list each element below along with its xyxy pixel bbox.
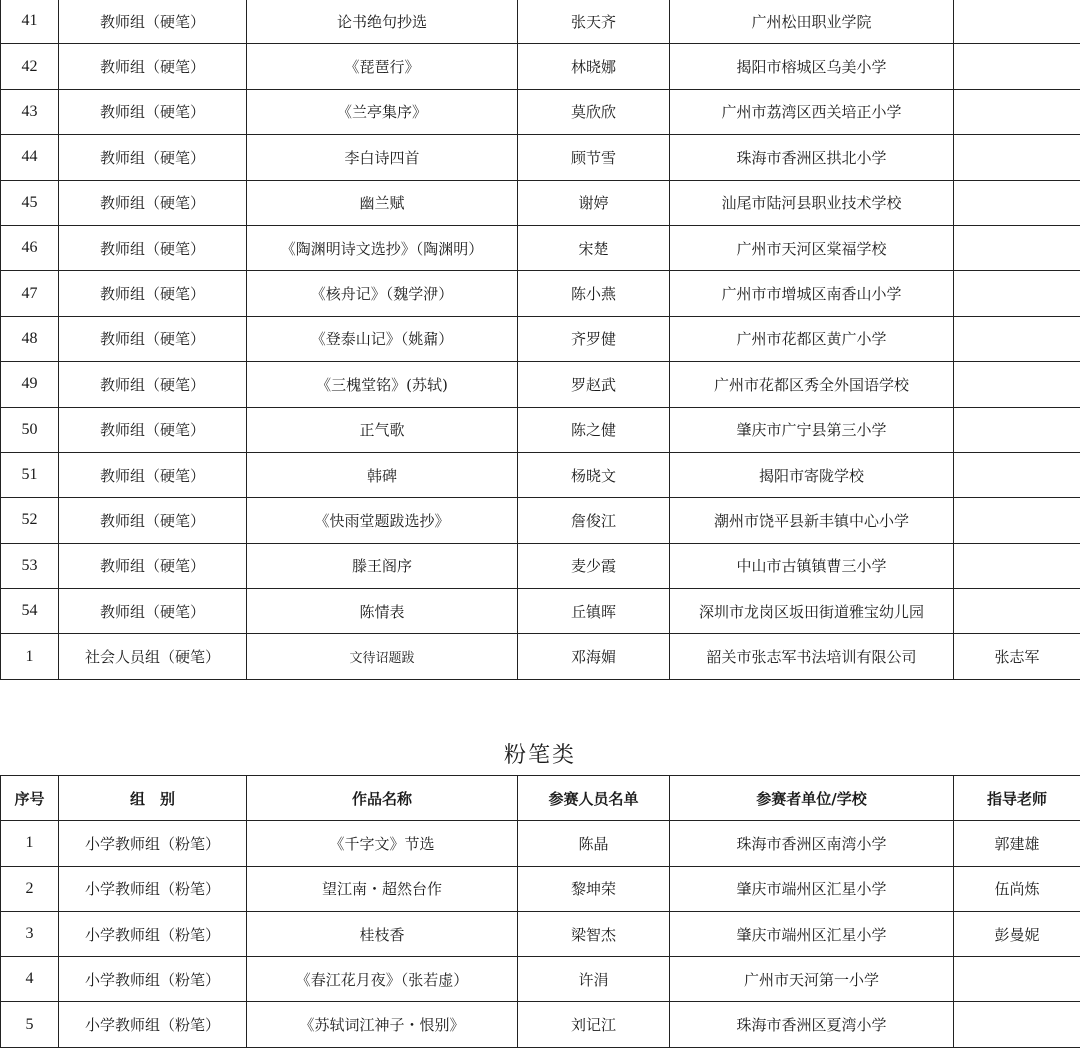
cell-group: 小学教师组（粉笔） xyxy=(59,1002,247,1047)
table-row xyxy=(1,89,1080,134)
cell-teacher xyxy=(954,452,1080,497)
cell-no: 50 xyxy=(1,407,59,452)
cell-name: 邓海媚 xyxy=(518,634,670,679)
cell-group: 教师组（硬笔） xyxy=(59,407,247,452)
cell-name: 齐罗健 xyxy=(518,316,670,361)
cell-work: 《三槐堂铭》(苏轼) xyxy=(247,362,518,407)
cell-name: 陈之健 xyxy=(518,407,670,452)
cell-unit: 韶关市张志军书法培训有限公司 xyxy=(670,634,954,679)
cell-group: 小学教师组（粉笔） xyxy=(59,866,247,911)
cell-unit: 深圳市龙岗区坂田街道雅宝幼儿园 xyxy=(670,589,954,634)
cell-no: 46 xyxy=(1,225,59,270)
cell-teacher: 伍尚炼 xyxy=(954,866,1080,911)
cell-unit: 中山市古镇镇曹三小学 xyxy=(670,543,954,588)
cell-unit: 广州市市增城区南香山小学 xyxy=(670,271,954,316)
chalk-table-body xyxy=(1,821,1080,1047)
cell-name: 梁智杰 xyxy=(518,911,670,956)
cell-no: 54 xyxy=(1,589,59,634)
cell-group: 教师组（硬笔） xyxy=(59,225,247,270)
cell-name: 陈晶 xyxy=(518,821,670,866)
cell-work: 文待诏题跋 xyxy=(247,634,518,679)
cell-work: 桂枝香 xyxy=(247,911,518,956)
cell-teacher xyxy=(954,316,1080,361)
table-row xyxy=(1,180,1080,225)
cell-work: 正气歌 xyxy=(247,407,518,452)
table-row xyxy=(1,1002,1080,1047)
header-group: 组 别 xyxy=(59,776,247,821)
cell-unit: 肇庆市端州区汇星小学 xyxy=(670,866,954,911)
cell-group: 教师组（硬笔） xyxy=(59,89,247,134)
cell-no: 51 xyxy=(1,452,59,497)
cell-work: 《苏轼词江神子・恨别》 xyxy=(247,1002,518,1047)
cell-teacher xyxy=(954,0,1080,44)
cell-work: 《登泰山记》（姚鼐） xyxy=(247,316,518,361)
cell-no: 42 xyxy=(1,44,59,89)
cell-unit: 潮州市饶平县新丰镇中心小学 xyxy=(670,498,954,543)
cell-work: 望江南・超然台作 xyxy=(247,866,518,911)
table-row xyxy=(1,44,1080,89)
cell-name: 罗赵武 xyxy=(518,362,670,407)
table-header-row xyxy=(1,776,1080,821)
cell-no: 4 xyxy=(1,957,59,1002)
cell-teacher xyxy=(954,180,1080,225)
cell-teacher xyxy=(954,407,1080,452)
table-row xyxy=(1,498,1080,543)
cell-group: 教师组（硬笔） xyxy=(59,271,247,316)
cell-work: 《快雨堂题跋选抄》 xyxy=(247,498,518,543)
cell-teacher: 张志军 xyxy=(954,634,1080,679)
cell-name: 刘记江 xyxy=(518,1002,670,1047)
cell-work: 幽兰赋 xyxy=(247,180,518,225)
cell-no: 1 xyxy=(1,634,59,679)
cell-teacher: 郭建雄 xyxy=(954,821,1080,866)
cell-teacher xyxy=(954,44,1080,89)
cell-work: 滕王阁序 xyxy=(247,543,518,588)
cell-teacher xyxy=(954,589,1080,634)
table-row xyxy=(1,866,1080,911)
cell-group: 教师组（硬笔） xyxy=(59,362,247,407)
cell-work: 陈情表 xyxy=(247,589,518,634)
cell-unit: 汕尾市陆河县职业技术学校 xyxy=(670,180,954,225)
cell-name: 杨晓文 xyxy=(518,452,670,497)
cell-name: 麦少霞 xyxy=(518,543,670,588)
cell-work: 《千字文》节选 xyxy=(247,821,518,866)
cell-group: 教师组（硬笔） xyxy=(59,452,247,497)
table-row xyxy=(1,407,1080,452)
cell-teacher xyxy=(954,135,1080,180)
cell-teacher xyxy=(954,89,1080,134)
table-row xyxy=(1,452,1080,497)
table-row xyxy=(1,589,1080,634)
cell-group: 小学教师组（粉笔） xyxy=(59,957,247,1002)
cell-teacher xyxy=(954,957,1080,1002)
cell-work: 《琵琶行》 xyxy=(247,44,518,89)
cell-name: 张天齐 xyxy=(518,0,670,44)
cell-no: 53 xyxy=(1,543,59,588)
cell-group: 教师组（硬笔） xyxy=(59,589,247,634)
header-work: 作品名称 xyxy=(247,776,518,821)
table-row xyxy=(1,957,1080,1002)
cell-unit: 广州市天河第一小学 xyxy=(670,957,954,1002)
table-row xyxy=(1,911,1080,956)
cell-work: 《陶渊明诗文选抄》（陶渊明） xyxy=(247,225,518,270)
cell-teacher xyxy=(954,362,1080,407)
table-row xyxy=(1,634,1080,679)
cell-no: 3 xyxy=(1,911,59,956)
cell-work: 《春江花月夜》（张若虚） xyxy=(247,957,518,1002)
cell-group: 小学教师组（粉笔） xyxy=(59,821,247,866)
header-unit: 参赛者单位/学校 xyxy=(670,776,954,821)
cell-no: 41 xyxy=(1,0,59,44)
cell-unit: 广州松田职业学院 xyxy=(670,0,954,44)
cell-group: 教师组（硬笔） xyxy=(59,498,247,543)
cell-name: 莫欣欣 xyxy=(518,89,670,134)
cell-unit: 广州市天河区棠福学校 xyxy=(670,225,954,270)
table-row xyxy=(1,225,1080,270)
cell-name: 林晓娜 xyxy=(518,44,670,89)
cell-name: 宋楚 xyxy=(518,225,670,270)
cell-group: 教师组（硬笔） xyxy=(59,543,247,588)
cell-group: 小学教师组（粉笔） xyxy=(59,911,247,956)
cell-unit: 珠海市香洲区拱北小学 xyxy=(670,135,954,180)
table-row xyxy=(1,271,1080,316)
cell-group: 教师组（硬笔） xyxy=(59,0,247,44)
cell-name: 丘镇晖 xyxy=(518,589,670,634)
cell-unit: 揭阳市寄陇学校 xyxy=(670,452,954,497)
cell-no: 45 xyxy=(1,180,59,225)
cell-no: 49 xyxy=(1,362,59,407)
cell-group: 教师组（硬笔） xyxy=(59,316,247,361)
cell-work: 韩碑 xyxy=(247,452,518,497)
cell-no: 44 xyxy=(1,135,59,180)
cell-name: 顾节雪 xyxy=(518,135,670,180)
cell-no: 5 xyxy=(1,1002,59,1047)
chalk-results-table xyxy=(0,775,1080,1048)
header-no: 序号 xyxy=(1,776,59,821)
cell-no: 43 xyxy=(1,89,59,134)
cell-group: 教师组（硬笔） xyxy=(59,180,247,225)
cell-no: 52 xyxy=(1,498,59,543)
cell-work: 李白诗四首 xyxy=(247,135,518,180)
cell-unit: 肇庆市端州区汇星小学 xyxy=(670,911,954,956)
hard-pen-table-body xyxy=(1,0,1080,679)
cell-name: 许涓 xyxy=(518,957,670,1002)
cell-unit: 广州市花都区黄广小学 xyxy=(670,316,954,361)
header-name: 参赛人员名单 xyxy=(518,776,670,821)
section-title: 粉笔类 xyxy=(503,743,576,768)
cell-no: 2 xyxy=(1,866,59,911)
cell-work: 《兰亭集序》 xyxy=(247,89,518,134)
cell-unit: 肇庆市广宁县第三小学 xyxy=(670,407,954,452)
cell-no: 1 xyxy=(1,821,59,866)
cell-work: 论书绝句抄选 xyxy=(247,0,518,44)
cell-unit: 揭阳市榕城区乌美小学 xyxy=(670,44,954,89)
header-teacher: 指导老师 xyxy=(954,776,1080,821)
cell-no: 48 xyxy=(1,316,59,361)
table-row xyxy=(1,316,1080,361)
cell-unit: 珠海市香洲区夏湾小学 xyxy=(670,1002,954,1047)
cell-unit: 广州市花都区秀全外国语学校 xyxy=(670,362,954,407)
cell-name: 谢婷 xyxy=(518,180,670,225)
cell-work: 《核舟记》（魏学洢） xyxy=(247,271,518,316)
table-row xyxy=(1,0,1080,44)
cell-teacher xyxy=(954,543,1080,588)
cell-no: 47 xyxy=(1,271,59,316)
cell-teacher xyxy=(954,271,1080,316)
cell-group: 教师组（硬笔） xyxy=(59,44,247,89)
cell-unit: 广州市荔湾区西关培正小学 xyxy=(670,89,954,134)
cell-name: 陈小燕 xyxy=(518,271,670,316)
cell-group: 社会人员组（硬笔） xyxy=(59,634,247,679)
cell-teacher xyxy=(954,225,1080,270)
cell-teacher xyxy=(954,1002,1080,1047)
table-row xyxy=(1,543,1080,588)
cell-name: 黎坤荣 xyxy=(518,866,670,911)
table-row xyxy=(1,821,1080,866)
cell-teacher xyxy=(954,498,1080,543)
cell-name: 詹俊江 xyxy=(518,498,670,543)
table-row xyxy=(1,362,1080,407)
cell-unit: 珠海市香洲区南湾小学 xyxy=(670,821,954,866)
cell-teacher: 彭曼妮 xyxy=(954,911,1080,956)
cell-group: 教师组（硬笔） xyxy=(59,135,247,180)
table-row xyxy=(1,135,1080,180)
